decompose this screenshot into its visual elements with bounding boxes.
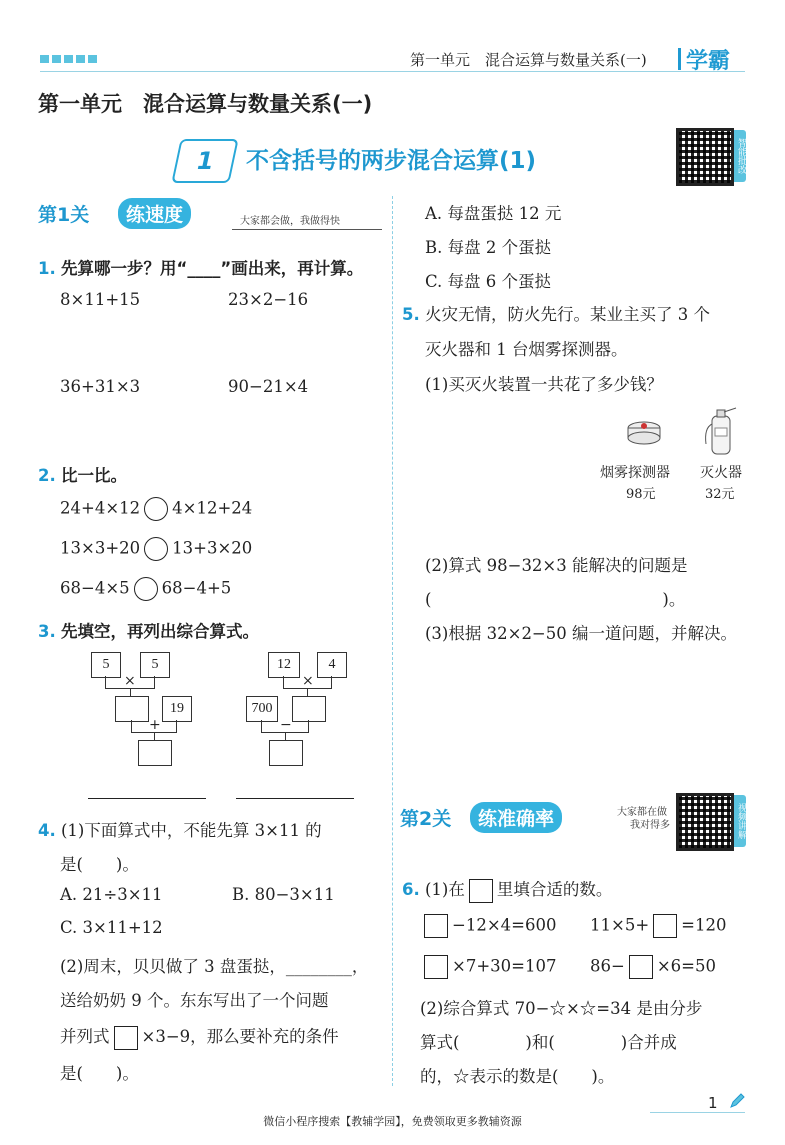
q4-option-b2: B. 每盘 2 个蛋挞 — [425, 238, 552, 257]
q6-blank-box[interactable] — [424, 955, 448, 979]
q6-eq1: −12×4=600 — [452, 915, 557, 935]
q4-option-a: A. 21÷3×11 — [60, 885, 163, 904]
q3-text: 先填空，再列出综合算式。 — [61, 622, 259, 641]
qr-code-icon[interactable] — [676, 793, 734, 851]
level2-prefix: 第2关 — [400, 808, 452, 830]
q4-option-b: B. 80−3×11 — [232, 885, 335, 904]
q4-part2-line3-post: ×3−9，那么要补充的条件 — [141, 1027, 339, 1046]
diagram-operator: × — [302, 673, 314, 689]
compare-circle[interactable] — [144, 497, 168, 521]
compare-right: 13+3×20 — [172, 538, 253, 558]
item2-price: 32元 — [705, 487, 735, 502]
q1-number: 1. — [38, 259, 56, 278]
level1-prefix: 第1关 — [38, 204, 90, 226]
item1-name: 烟雾探测器 — [600, 465, 670, 481]
answer-line[interactable] — [88, 798, 206, 799]
q6-part2-line2: 算式( )和( )合并成 — [420, 1033, 677, 1052]
compare-row — [60, 537, 252, 561]
compare-left: 24+4×12 — [60, 498, 141, 518]
qr-label: 智能批改 — [734, 130, 746, 182]
q6-eq4-post: ×6=50 — [656, 956, 716, 976]
level1-note: 大家都会做，我做得快 — [240, 216, 340, 227]
q1-item: 8×11+15 — [60, 290, 141, 309]
q4-part2-line3-pre: 并列式 — [60, 1027, 110, 1046]
q5-line2: 灭火器和 1 台烟雾探测器。 — [425, 340, 628, 359]
qr-code-icon[interactable] — [676, 128, 734, 186]
brand-logo: 学霸 — [686, 49, 731, 74]
compare-circle[interactable] — [144, 537, 168, 561]
diagram-result-box[interactable] — [269, 740, 303, 766]
lesson-title: 不含括号的两步混合运算(1) — [246, 148, 537, 174]
compare-left: 13×3+20 — [60, 538, 141, 558]
q4-blank-box[interactable] — [114, 1026, 138, 1050]
diagram-input: 700 — [246, 696, 278, 722]
q5-part2: (2)算式 98−32×3 能解决的问题是 — [425, 556, 688, 575]
q5-line1: 火灾无情，防火先行。某业主买了 3 个 — [425, 305, 710, 324]
compare-row — [60, 577, 231, 601]
q4-part1-answer: 是( )。 — [60, 855, 139, 874]
diagram-result-box[interactable] — [138, 740, 172, 766]
q2-number: 2. — [38, 466, 56, 485]
q4-option-c2: C. 每盘 6 个蛋挞 — [425, 272, 552, 291]
level2-note2: 我对得多 — [630, 820, 670, 831]
diagram-input: 12 — [268, 652, 300, 678]
q5-part1: (1)买灭火装置一共花了多少钱？ — [425, 375, 663, 394]
footer-note: 微信小程序搜索【教辅学园】，免费领取更多教辅资源 — [263, 1115, 522, 1128]
q6-number: 6. — [402, 880, 420, 899]
q4-part2-line2: 送给奶奶 9 个。东东写出了一个问题 — [60, 991, 329, 1010]
diagram-operator: + — [149, 717, 161, 733]
unit-title: 第一单元 混合运算与数量关系(一) — [38, 92, 373, 116]
compare-right: 4×12+24 — [172, 498, 253, 518]
q1-item: 23×2−16 — [228, 290, 309, 309]
level1-name: 练速度 — [118, 198, 191, 229]
diagram-blank-box[interactable] — [115, 696, 149, 722]
compare-left: 68−4×5 — [60, 578, 130, 598]
diagram-input: 19 — [162, 696, 192, 722]
q6-part2-line1: (2)综合算式 70−☆×☆=34 是由分步 — [420, 999, 703, 1018]
answer-line[interactable] — [236, 798, 354, 799]
q6-eq3: ×7+30=107 — [452, 956, 557, 976]
column-divider — [392, 196, 393, 1086]
diagram-input: 5 — [140, 652, 170, 678]
q5-number: 5. — [402, 305, 420, 324]
page-number: 1 — [708, 1094, 718, 1112]
q4-option-c: C. 3×11+12 — [60, 918, 163, 937]
q1-item: 36+31×3 — [60, 377, 141, 396]
smoke-detector-icon — [622, 418, 666, 452]
q6-part2-line3: 的，☆表示的数是( )。 — [420, 1067, 615, 1086]
compare-right: 68−4+5 — [161, 578, 232, 598]
diagram-operator: − — [280, 717, 292, 733]
diagram-operator: × — [124, 673, 136, 689]
q5-part2-answer[interactable]: ( )。 — [425, 590, 686, 609]
header-decoration — [40, 55, 97, 63]
q4-number: 4. — [38, 821, 56, 840]
item1-price: 98元 — [626, 487, 656, 502]
q6-part1-pre: (1)在 — [425, 880, 465, 899]
q6-sample-box — [469, 879, 493, 903]
lesson-number: 1 — [171, 139, 238, 183]
q6-blank-box[interactable] — [653, 914, 677, 938]
q1-item: 90−21×4 — [228, 377, 309, 396]
q4-part1: (1)下面算式中，不能先算 3×11 的 — [61, 821, 322, 840]
compare-row — [60, 497, 252, 521]
q6-blank-box[interactable] — [629, 955, 653, 979]
pencil-icon — [728, 1092, 746, 1110]
q4-option-a2: A. 每盘蛋挞 12 元 — [425, 204, 562, 223]
diagram-input: 5 — [91, 652, 121, 678]
fire-extinguisher-icon — [700, 404, 744, 456]
diagram-blank-box[interactable] — [292, 696, 326, 722]
diagram-input: 4 — [317, 652, 347, 678]
item2-name: 灭火器 — [700, 465, 742, 481]
level2-note1: 大家都在做 — [617, 807, 667, 818]
q4-part2-answer: 是( )。 — [60, 1064, 139, 1083]
q6-part1-post: 里填合适的数。 — [496, 880, 613, 899]
compare-circle[interactable] — [134, 577, 158, 601]
level2-name: 练准确率 — [470, 802, 562, 833]
q4-part2-line1: (2)周末，贝贝做了 3 盘蛋挞，________， — [60, 957, 369, 976]
q6-blank-box[interactable] — [424, 914, 448, 938]
q1-text: 先算哪一步？用“____”画出来，再计算。 — [61, 259, 364, 278]
brand-bar — [678, 48, 681, 70]
q6-eq4-pre: 86− — [590, 956, 625, 976]
header-rule — [40, 71, 745, 72]
level1-underline — [232, 229, 382, 230]
q5-part3: (3)根据 32×2−50 编一道问题，并解决。 — [425, 624, 738, 643]
q6-eq2-pre: 11×5+ — [590, 915, 650, 935]
q2-text: 比一比。 — [61, 466, 127, 485]
q3-number: 3. — [38, 622, 56, 641]
header-title: 第一单元 混合运算与数量关系(一) — [410, 51, 647, 69]
q6-eq2-post: =120 — [681, 915, 727, 935]
qr-label: 视频讲解 — [734, 795, 746, 847]
